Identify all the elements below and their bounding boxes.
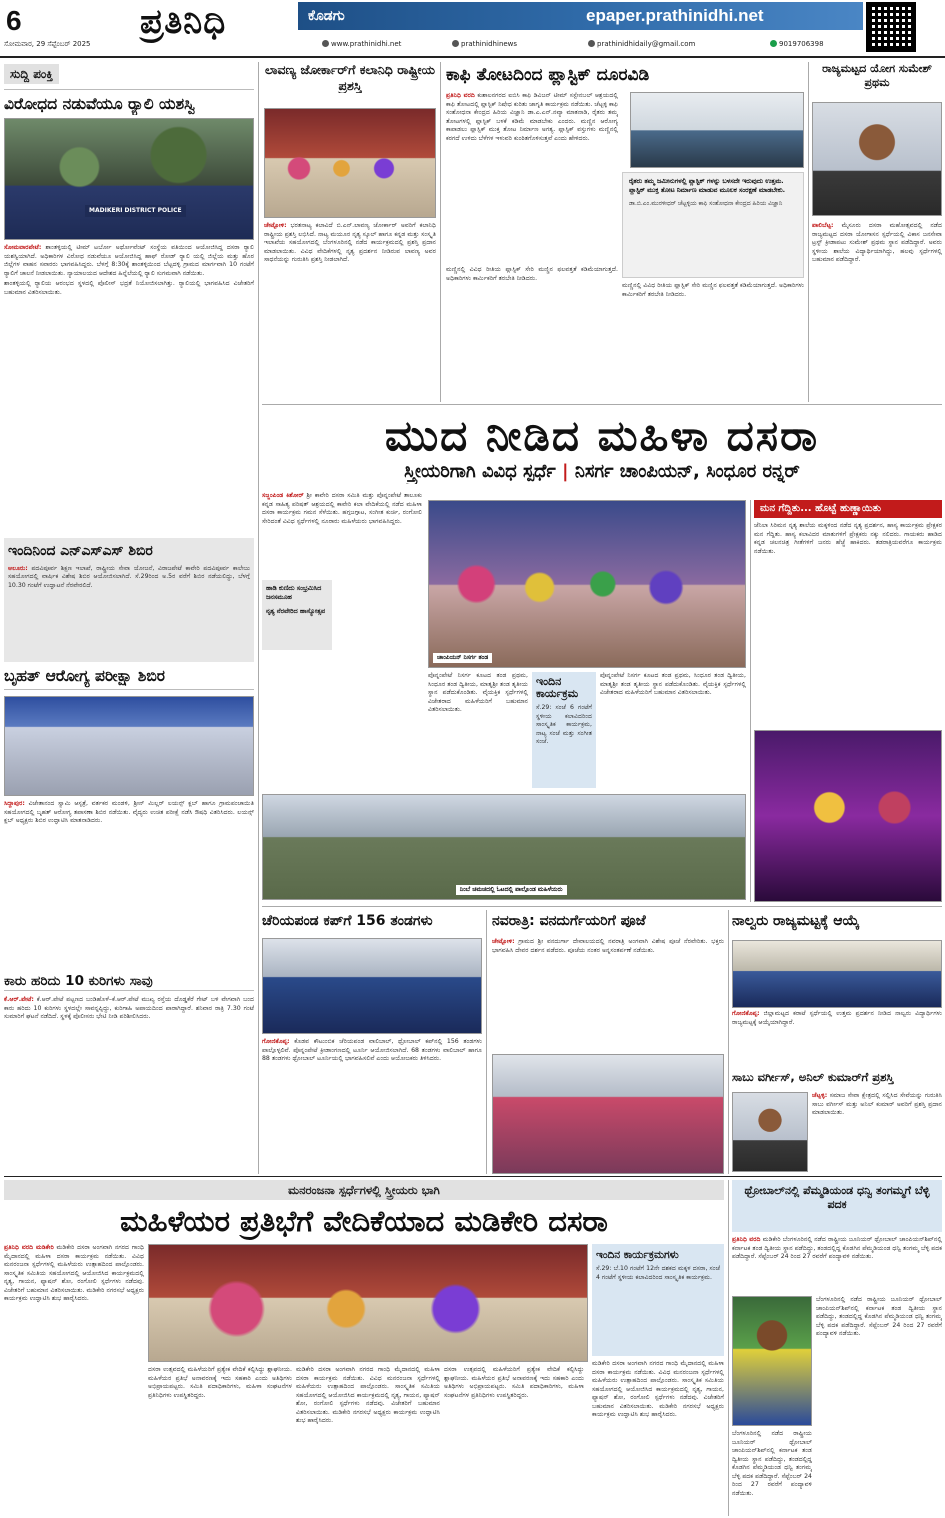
kabaddi-article: ಗೋಣಿಕೊಪ್ಪ: ಕೊಡವ ಕೌಟುಂಬಿಕ ಚೆರಿಯಪಂಡ ವಾಲಿಬಾಲ್, ಥ್ರೋಬಾಲ್ ಕಪ್‌ನಲ್ಲಿ 156 ತಂಡಗಳು ಪಾಲ್ಗೊಳ್ಳಲಿವೆ. ಪೊನ್ನಂಪೇಟೆ ಕ್ರೀಡಾಂಗಣದಲ್ಲಿ ಟೂರ್ನಿ ಆಯೋಜಿಸಲಾಗಿದೆ. 68 ತಂಡಗಳು ವಾಲಿಬಾಲ್ ಹಾಗೂ 88 ತಂಡಗಳು ಥ್ರೋಬಾಲ್ ಟೂರ್ನಿಯಲ್ಲಿ ಭಾಗವಹಿಸಲಿವೆ ಎಂದು ಆಯೋಜಕರು ತಿಳಿಸಿದರು. — [262, 1038, 482, 1063]
throwball-article: ಪ್ರತಿನಿಧಿ ವರದಿ ಮಡಿಕೇರಿ ಬೆಂಗಳೂರಿನಲ್ಲಿ ನಡೆದ ರಾಷ್ಟ್ರೀಯ ಜೂನಿಯರ್ ಥ್ರೋಬಾಲ್ ಚಾಂಪಿಯನ್‌ಶಿಪ್‌ನಲ್ಲಿ ಕರ್ನಾಟಕ ತಂಡ ದ್ವಿತೀಯ ಸ್ಥಾನ ಪಡೆದಿದ್ದು, ತಂಡದಲ್ಲಿದ್ದ ಕೊಡಗಿನ ಪೆಮ್ಮಡಿಯಂಡ ಧನ್ವಿ ತಂಗಮ್ಮ ಬೆಳ್ಳಿ ಪದಕ ಪಡೆದಿದ್ದಾರೆ. ಸೆಪ್ಟೆಂಬರ್ 24 ರಿಂದ 27 ರವರೆಗೆ ಪಂದ್ಯಾವಳಿ ನಡೆಯಿತು. — [732, 1236, 942, 1261]
bottom-today-title: ಇಂದಿನ ಕಾರ್ಯಕ್ರಮಗಳು — [596, 1249, 679, 1261]
bottom-article: ಪ್ರತಿನಿಧಿ ವರದಿ ಮಡಿಕೇರಿ ಮಡಿಕೇರಿ ದಸರಾ ಅಂಗವಾಗಿ ನಗರದ ಗಾಂಧಿ ಮೈದಾನದಲ್ಲಿ ಮಹಿಳಾ ದಸರಾ ಕಾರ್ಯಕ್ರಮ ನಡೆಯಿತು. ವಿವಿಧ ಮನರಂಜನಾ ಸ್ಪರ್ಧೆಗಳಲ್ಲಿ ಮಹಿಳೆಯರು ಉತ್ಸಾಹದಿಂದ ಪಾಲ್ಗೊಂಡರು. ಸಾಂಸ್ಕೃತಿಕ ಸಮಿತಿಯ ಸಹಯೋಗದಲ್ಲಿ ಆಯೋಜಿಸಿದ ಕಾರ್ಯಕ್ರಮದಲ್ಲಿ ನೃತ್ಯ, ಗಾಯನ, ಫ್ಯಾಷನ್ ಶೋ, ರಂಗೋಲಿ ಸ್ಪರ್ಧೆಗಳು ನಡೆದವು. ವಿಜೇತರಿಗೆ ಬಹುಮಾನ ವಿತರಿಸಲಾಯಿತು. ಮಡಿಕೇರಿ ನಗರಸಭೆ ಅಧ್ಯಕ್ಷರು ಕಾರ್ಯಕ್ರಮ ಉದ್ಘಾಟಿಸಿ ಶುಭ ಹಾರೈಸಿದರು. — [4, 1244, 144, 1303]
brand-logo: ಪ್ರತಿನಿಧಿ — [140, 2, 227, 42]
award-headline: ಲಾವಣ್ಯ ಜೋರ್ಕಾರ್‌ಗೆ ಕಲಾನಿಧಿ ರಾಷ್ಟ್ರೀಯ ಪ್ರಶಸ್ತಿ — [264, 62, 436, 93]
whatsapp-icon — [770, 40, 777, 47]
puja-photo — [492, 1054, 724, 1174]
mail-icon — [588, 40, 595, 47]
column-rule — [808, 62, 809, 402]
race-caption: ನಿಂಬೆ ಚಮಚದಲ್ಲಿ ಓಟದಲ್ಲಿ ಪಾಲ್ಗೊಂಡ ಮಹಿಳೆಯರು — [456, 885, 567, 895]
award-article: ಚೇಟ್ಟೋಳಿ: ಭರತನಾಟ್ಯ ಕಲಾವಿದೆ ಬಿ.ಎನ್.ಲಾವಣ್ಯ ಜೋರ್ಕಾರ್ ಅವರಿಗೆ ಕಲಾನಿಧಿ ರಾಷ್ಟ್ರೀಯ ಪ್ರಶಸ್ತಿ ಲಭಿಸಿದೆ. ನಾಟ್ಯ ಮಯೂರ ನೃತ್ಯ ಸ್ಕೂಲ್ ಹಾಗೂ ಕನ್ನಡ ಮತ್ತು ಸಂಸ್ಕೃತಿ ಇಲಾಖೆಯ ಸಹಯೋಗದಲ್ಲಿ ಬೆಂಗಳೂರಿನಲ್ಲಿ ನಡೆದ ಕಾರ್ಯಕ್ರಮದಲ್ಲಿ ಪ್ರಶಸ್ತಿ ಪ್ರದಾನ ಮಾಡಲಾಯಿತು. ವಿವಿಧ ವೇದಿಕೆಗಳಲ್ಲಿ ನೃತ್ಯ ಪ್ರದರ್ಶನ ನೀಡಿರುವ ಲಾವಣ್ಯ ಅವರ ಸಾಧನೆಯನ್ನು ಗುರುತಿಸಿ ಪ್ರಶಸ್ತಿ ನೀಡಲಾಗಿದೆ. — [264, 222, 436, 264]
women-dasara-banner: ಮುದ ನೀಡಿದ ಮಹಿಳಾ ದಸರಾ — [384, 411, 820, 460]
section-rule — [262, 906, 942, 907]
column-rule — [750, 500, 751, 902]
bottom-kicker: ಮನರಂಜನಾ ಸ್ಪರ್ಧೆಗಳಲ್ಲಿ ಸ್ತ್ರೀಯರು ಭಾಗಿ — [4, 1180, 724, 1200]
throwball-article-3: ಬೆಂಗಳೂರಿನಲ್ಲಿ ನಡೆದ ರಾಷ್ಟ್ರೀಯ ಜೂನಿಯರ್ ಥ್ರೋಬಾಲ್ ಚಾಂಪಿಯನ್‌ಶಿಪ್‌ನಲ್ಲಿ ಕರ್ನಾಟಕ ತಂಡ ದ್ವಿತೀಯ ಸ್ಥಾನ ಪಡೆದಿದ್ದು, ತಂಡದಲ್ಲಿದ್ದ ಕೊಡಗಿನ ಪೆಮ್ಮಡಿಯಂಡ ಧನ್ವಿ ತಂಗಮ್ಮ ಬೆಳ್ಳಿ ಪದಕ ಪಡೆದಿದ್ದಾರೆ. ಸೆಪ್ಟೆಂಬರ್ 24 ರಿಂದ 27 ರವರೆಗೆ ಪಂದ್ಯಾವಳಿ ನಡೆಯಿತು. — [732, 1430, 812, 1497]
quote-box — [622, 172, 804, 278]
rally-photo — [4, 118, 254, 240]
karate-headline: ನಾಲ್ವರು ರಾಜ್ಯಮಟ್ಟಕ್ಕೆ ಆಯ್ಕೆ — [732, 913, 860, 929]
yoga-headline: ರಾಜ್ಯಮಟ್ಟದ ಯೋಗ ಸುಮೇಶ್ ಪ್ರಥಮ — [822, 62, 932, 90]
website-link[interactable]: www.prathinidhi.net — [322, 40, 401, 49]
comedy-article: ಜೆನಿಲಾ ಸಿರಿಮನ ನೃತ್ಯ ಶಾಲೆಯ ಮಕ್ಕಳಿಂದ ನಡೆದ ನೃತ್ಯ ಪ್ರದರ್ಶನ, ಹಾಸ್ಯ ಕಾರ್ಯಕ್ರಮ ಪ್ರೇಕ್ಷಕರ ಮನ ಗೆದ್ದಿತು. ಹಾಸ್ಯ ಕಲಾವಿದರ ಮಾತುಗಳಿಗೆ ಪ್ರೇಕ್ಷಕರು ನಕ್ಕು ನಲಿದರು. ಗಾಯಕರು ಹಾಡಿದ ಕನ್ನಡ ಚಲನಚಿತ್ರ ಗೀತೆಗಳಿಗೆ ಜನರು ಹೆಜ್ಜೆ ಹಾಕಿದರು. ತಡರಾತ್ರಿಯವರೆಗೂ ಕಾರ್ಯಕ್ರಮ ನಡೆಯಿತು. — [754, 522, 942, 555]
champion-caption: ಚಾಂಪಿಯನ್ ನಿಸರ್ಗ ತಂಡ — [433, 653, 492, 663]
nss-box: ಇಂದಿನಿಂದ ಎನ್‌ಎಸ್‌ಎಸ್ ಶಿಬಿರ ಆಲೂರು: ಪದವಿಪೂರ್ವ ಶಿಕ್ಷಣ ಇಲಾಖೆ, ರಾಷ್ಟ್ರೀಯ ಸೇವಾ ಯೋಜನೆ, ವಿರಾಜಪೇಟೆ ಕಾವೇರಿ ಪದವಿಪೂರ್ವ ಕಾಲೇಜು ಸಹಯೋಗದಲ್ಲಿ ವಾರ್ಷಿಕ ವಿಶೇಷ ಶಿಬಿರ ಆಯೋಜಿಸಲಾಗಿದೆ. ಸೆ.29ರಿಂದ ಅ.5ರ ವರೆಗೆ ಶಿಬಿರ ನಡೆಯಲಿದ್ದು, ಬೆಳಗ್ಗೆ 10.30 ಗಂಟೆಗೆ ಉದ್ಘಾಟನೆ ನೆರವೇರಲಿದೆ. — [4, 538, 254, 662]
singer-photo — [754, 730, 942, 902]
puja-article: ಚೇಟ್ಟೋಳಿ: ಗ್ರಾಮದ ಶ್ರೀ ವನದುರ್ಗಾ ದೇವಾಲಯದಲ್ಲಿ ನವರಾತ್ರಿ ಅಂಗವಾಗಿ ವಿಶೇಷ ಪೂಜೆ ನೆರವೇರಿತು. ಭಕ್ತರು ಭಾಗವಹಿಸಿ ದೇವರ ದರ್ಶನ ಪಡೆದರು. ಪೂಜೆಯ ನಂತರ ಅನ್ನಸಂತರ್ಪಣೆ ನಡೆಯಿತು. — [492, 938, 724, 954]
district-label: ಕೊಡಗು — [298, 2, 578, 30]
award-photo — [264, 108, 436, 218]
bottom-article-3: ಮಡಿಕೇರಿ ದಸರಾ ಅಂಗವಾಗಿ ನಗರದ ಗಾಂಧಿ ಮೈದಾನದಲ್ಲಿ ಮಹಿಳಾ ದಸರಾ ಕಾರ್ಯಕ್ರಮ ನಡೆಯಿತು. ವಿವಿಧ ಮನರಂಜನಾ ಸ್ಪರ್ಧೆಗಳಲ್ಲಿ ಮಹಿಳೆಯರು ಉತ್ಸಾಹದಿಂದ ಪಾಲ್ಗೊಂಡರು. ಸಾಂಸ್ಕೃತಿಕ ಸಮಿತಿಯ ಸಹಯೋಗದಲ್ಲಿ ಆಯೋಜಿಸಿದ ಕಾರ್ಯಕ್ರಮದಲ್ಲಿ ನೃತ್ಯ, ಗಾಯನ, ಫ್ಯಾಷನ್ ಶೋ, ರಂಗೋಲಿ ಸ್ಪರ್ಧೆಗಳು ನಡೆದವು. ವಿಜೇತರಿಗೆ ಬಹುಮಾನ ವಿತರಿಸಲಾಯಿತು. ಮಡಿಕೇರಿ ನಗರಸಭೆ ಅಧ್ಯಕ್ಷರು ಕಾರ್ಯಕ್ರಮ ಉದ್ಘಾಟಿಸಿ ಶುಭ ಹಾರೈಸಿದರು. — [296, 1366, 440, 1425]
phone-number: 9019706398 — [770, 40, 824, 49]
plastic-article-2: ಮಣ್ಣಿನಲ್ಲಿ ವಿವಿಧ ರೀತಿಯ ಪ್ಲಾಸ್ಟಿಕ್ ಸೇರಿ ಮಣ್ಣಿನ ಫಲವತ್ತತೆ ಕಡಿಮೆಯಾಗುತ್ತದೆ. ಅಧಿಕಾರಿಗಳು ಕಾರ್ಮಿಕರಿಗೆ ತರಬೇತಿ ನೀಡಿದರು. — [446, 266, 618, 282]
rally-article: ಸೋಮವಾರಪೇಟೆ: ಶಾಂತಳ್ಳಿಯಲ್ಲಿ ಟೀಮ್ ಟರ್ಬೋ ಅರ್ಥೋವೆಂಟ್ ಸಂಸ್ಥೆಯ ವತಿಯಿಂದ ಆಯೋಜಿಸಿದ್ದ ದಸರಾ ರ‍್ಯಾಲಿ ಯಶಸ್ವಿಯಾಗಿದೆ. ಅಧಿಕಾರಿಗಳ ವಿರೋಧ ನಡುವೆಯೂ ಆಯೋಜಿಸಿದ್ದ ಹಾಫ್ ರೋಡ್ ರ‍್ಯಾಲಿ ಯಲ್ಲಿ ಜಿಲ್ಲೆಯ ಮತ್ತು ಹೊರ ಜಿಲ್ಲೆಗಳ ವಾಹನ ಸವಾರರು ಭಾಗವಹಿಸಿದ್ದರು. ಬೆಳಗ್ಗೆ 8:30ಕ್ಕೆ ಶಾಂತಳ್ಳಿಯಿಂದ ಬೆಟ್ಟದಳ್ಳಿ ಗ್ರಾಮದ ಮಾರ್ಗವಾಗಿ 10 ಗಂಟೆಗೆ ರ‍್ಯಾಲಿಗೆ ಚಾಲನೆ ನೀಡಲಾಯಿತು. ನ್ಯಾಯಾಲಯದ ಆದೇಶದ ಹಿನ್ನೆಲೆಯಲ್ಲಿ ರ‍್ಯಾಲಿ ಸುಗಮವಾಗಿ ನಡೆಯಿತು. ಶಾಂತಳ್ಳಿಯಲ್ಲಿ ರ‍್ಯಾಲಿಯ ಆರಂಭದ ಸ್ಥಳದಲ್ಲಿ ಪೊಲೀಸ್ ಭದ್ರತೆ ನಿಯೋಜಿಸಲಾಗಿತ್ತು. ರ‍್ಯಾಲಿಯಲ್ಲಿ ಭಾಗವಹಿಸಿದ ವಿಜೇತರಿಗೆ ಬಹುಮಾನ ವಿತರಿಸಲಾಯಿತು. — [4, 244, 254, 296]
plastic-photo — [630, 92, 804, 168]
social-handle[interactable]: prathinidhinews — [452, 40, 517, 49]
lemon-spoon-race-photo — [262, 794, 746, 900]
quote-text: ರೈತರು ತಮ್ಮ ಜಮೀನುಗಳಲ್ಲಿ ಪ್ಲಾಸ್ಟಿಕ್ ಗಳನ್ನು ಬಳಸದೇ ಇರುವುದು ಉತ್ತಮ. ಪ್ಲಾಸ್ಟಿಕ್ ಮುಕ್ತ ತೋಟ ನಿರ್ಮಾಣ ಮಾಡುವ ಮೂಲಕ ಸಂರಕ್ಷಣೆ ಮಾಡಬೇಕು. — [629, 177, 786, 195]
section-tag-row — [4, 62, 254, 90]
police-sign: MADIKERI DISTRICT POLICE — [85, 205, 186, 217]
kabaddi-photo — [262, 938, 482, 1034]
throwball-head-box — [732, 1180, 942, 1232]
sheep-article: ಕೆ.ಆರ್.ಪೇಟೆ: ಕೆ.ಆರ್.ಪೇಟೆ ಪಟ್ಟಣದ ಬಂಡಿಹೊಳೆ–ಕೆ.ಆರ್.ಪೇಟೆ ಮುಖ್ಯ ರಸ್ತೆಯ ದೊಡ್ಡಕೆರೆ ಗೇಟ್ ಬಳಿ ವೇಗವಾಗಿ ಬಂದ ಕಾರು ಹರಿದು 10 ಕುರಿಗಳು ಸ್ಥಳದಲ್ಲೇ ಸಾವನ್ನಪ್ಪಿದ್ದು, ಕುರಿಗಾಹಿ ಅಪಾಯದಿಂದ ಪಾರಾಗಿದ್ದಾರೆ. ಶನಿವಾರ ರಾತ್ರಿ 7.30 ಗಂಟೆ ಸುಮಾರಿಗೆ ಘಟನೆ ನಡೆದಿದೆ. ಸ್ಥಳಕ್ಕೆ ಪೊಲೀಸರು ಭೇಟಿ ನೀಡಿ ಪರಿಶೀಲಿಸಿದರು. — [4, 996, 254, 1021]
comedy-tag: ಮನ ಗೆದ್ದಿತು... ಹೊಟ್ಟೆ ಹುಣ್ಣಾಯಿತು — [754, 500, 942, 518]
bottom-today-body: ಸೆ.29: ಬೆ.10 ಗಂಟೆಗೆ 12ನೇ ದಶಕದ ಮಕ್ಕಳ ದಸರಾ, ಸಂಜೆ 4 ಗಂಟೆಗೆ ಸ್ಥಳೀಯ ಕಲಾವಿದರಿಂದ ಸಾಂಸ್ಕೃತಿಕ ಕಾರ್ಯಕ್ರಮ. — [596, 1265, 720, 1281]
column-rule — [728, 1180, 729, 1516]
health-article: ಸಿದ್ದಾಪುರ: ವಿಜೇತಾನಂದ ಸ್ವಾಮಿ ಆಸ್ಪತ್ರೆ, ವರ್ತಕರ ಮಂಡಳಿ, ಶ್ರೀನ್ ಮಿಲ್ಲರ್ ಲಯನ್ಸ್ ಕ್ಲಬ್ ಹಾಗೂ ಗ್ರಾಮಪಂಚಾಯಿತಿ ಸಹಯೋಗದಲ್ಲಿ ಬೃಹತ್ ಆರೋಗ್ಯ ತಪಾಸಣಾ ಶಿಬಿರ ನಡೆಯಿತು. ವೈದ್ಯರು ಉಚಿತ ಪರೀಕ್ಷೆ ನಡೆಸಿ ಔಷಧಿ ವಿತರಿಸಿದರು. ಲಯನ್ಸ್ ಕ್ಲಬ್ ಅಧ್ಯಕ್ಷರು ಶಿಬಿರ ಉದ್ಘಾಟಿಸಿ ಮಾತನಾಡಿದರು. — [4, 800, 254, 825]
quote-author: ಡಾ.ಬಿ.ಎಂ.ಮುರಳೀಧರ್ ಚೆಟ್ಟಳ್ಳಿಯ ಕಾಫಿ ಸಂಶೋಧನಾ ಕೇಂದ್ರದ ಹಿರಿಯ ವಿಜ್ಞಾನಿ — [629, 199, 783, 207]
issue-date: ಸೋಮವಾರ, 29 ಸೆಪ್ಟೆಂಬರ್ 2025 — [4, 40, 91, 48]
today-program-box — [532, 672, 596, 788]
masthead — [0, 0, 945, 58]
plastic-headline: ಕಾಫಿ ತೋಟದಿಂದ ಪ್ಲಾಸ್ಟಿಕ್ ದೂರವಿಡಿ — [446, 65, 650, 85]
health-photo — [4, 696, 254, 796]
nss-headline: ಇಂದಿನಿಂದ ಎನ್‌ಎಸ್‌ಎಸ್ ಶಿಬಿರ — [8, 543, 153, 559]
section-rule — [262, 404, 942, 405]
karate-article: ಗೋಣಿಕೊಪ್ಪ: ಜಿಲ್ಲಾಮಟ್ಟದ ಕರಾಟೆ ಸ್ಪರ್ಧೆಯಲ್ಲಿ ಉತ್ತಮ ಪ್ರದರ್ಶನ ನೀಡಿದ ನಾಲ್ವರು ವಿದ್ಯಾರ್ಥಿಗಳು ರಾಜ್ಯಮಟ್ಟಕ್ಕೆ ಆಯ್ಕೆಯಾಗಿದ್ದಾರೆ. — [732, 1010, 942, 1026]
plastic-article-3: ಮಣ್ಣಿನಲ್ಲಿ ವಿವಿಧ ರೀತಿಯ ಪ್ಲಾಸ್ಟಿಕ್ ಸೇರಿ ಮಣ್ಣಿನ ಫಲವತ್ತತೆ ಕಡಿಮೆಯಾಗುತ್ತದೆ. ಅಧಿಕಾರಿಗಳು ಕಾರ್ಮಿಕರಿಗೆ ತರಬೇತಿ ನೀಡಿದರು. — [622, 282, 804, 298]
results-article: ಪೊನ್ನಂಪೇಟೆ ನಿಸರ್ಗ ಕೂಟದ ತಂಡ ಪ್ರಥಮ, ಸಿಂಧೂರ ತಂಡ ದ್ವಿತೀಯ, ಮಾತೃಶ್ರೀ ತಂಡ ತೃತೀಯ ಸ್ಥಾನ ಪಡೆದುಕೊಂಡಿತು. ವೈಯಕ್ತಿಕ ಸ್ಪರ್ಧೆಗಳಲ್ಲಿ ವಿಜೇತರಾದ ಮಹಿಳೆಯರಿಗೆ ಬಹುಮಾನ ವಿತರಿಸಲಾಯಿತು. — [600, 672, 746, 697]
page-number: 6 — [6, 5, 22, 36]
women-dasara-article: ಸಜ್ಜಂಪಿಂಡ ಕಿಶೋರ್ ಶ್ರೀ ಕಾವೇರಿ ದಸರಾ ಸಮಿತಿ ಮತ್ತು ಪೊನ್ನಂಪೇಟೆ ತಾಲೂಕು ಕನ್ನಡ ಸಾಹಿತ್ಯ ಪರಿಷತ್ ಆಶ್ರಯದಲ್ಲಿ ಕಾವೇರಿ ಕಲಾ ವೇದಿಕೆಯಲ್ಲಿ ನಡೆದ ಮಹಿಳಾ ದಸರಾ ಕಾರ್ಯಕ್ರಮ ಗಮನ ಸೆಳೆಯಿತು. ಹಗ್ಗಜಗ್ಗಾಟ, ಸಂಗೀತ ಕುರ್ಚಿ, ರಂಗೋಲಿ ಸೇರಿದಂತೆ ವಿವಿಧ ಸ್ಪರ್ಧೆಗಳಲ್ಲಿ ನೂರಾರು ಮಹಿಳೆಯರು ಭಾಗವಹಿಸಿದ್ದರು. — [262, 492, 422, 525]
bottom-article-4: ದಸರಾ ಉತ್ಸವದಲ್ಲಿ ಮಹಿಳೆಯರಿಗೆ ಪ್ರತ್ಯೇಕ ವೇದಿಕೆ ಕಲ್ಪಿಸಿದ್ದು ಶ್ಲಾಘನೀಯ. ಮಹಿಳೆಯರ ಪ್ರತಿಭೆ ಅನಾವರಣಕ್ಕೆ ಇದು ಸಹಕಾರಿ ಎಂದು ಅತಿಥಿಗಳು ಅಭಿಪ್ರಾಯಪಟ್ಟರು. ಸಮಿತಿ ಪದಾಧಿಕಾರಿಗಳು, ಮಹಿಳಾ ಸಂಘಟನೆಗಳ ಪ್ರತಿನಿಧಿಗಳು ಉಪಸ್ಥಿತರಿದ್ದರು. — [444, 1366, 584, 1399]
throwball-athlete-photo — [732, 1296, 812, 1426]
social-icon — [452, 40, 459, 47]
health-headline: ಬೃಹತ್ ಆರೋಗ್ಯ ಪರೀಕ್ಷಾ ಶಿಬಿರ — [4, 666, 254, 690]
yoga-photo — [812, 102, 942, 216]
email-link[interactable]: prathinidhidaily@gmail.com — [588, 40, 695, 49]
column-rule — [258, 62, 259, 1174]
yoga-article: ಪಾಲಿಬೆಟ್ಟ: ಮೈಸೂರು ದಸರಾ ಮಹೋತ್ಸವದಲ್ಲಿ ನಡೆದ ರಾಜ್ಯಮಟ್ಟದ ದಸರಾ ಯೋಗಾಸನ ಸ್ಪರ್ಧೆಯಲ್ಲಿ ವಿಕಾಸ ಜನಸೇವಾ ಟ್ರಸ್ಟ್ ಕ್ರೀಡಾಪಟು ಸುಮೇಶ್ ಪ್ರಥಮ ಸ್ಥಾನ ಪಡೆದಿದ್ದಾರೆ. ಅವರು ಸ್ಥಳೀಯ ಶಾಲೆಯ ವಿದ್ಯಾರ್ಥಿಯಾಗಿದ್ದು, ಹಲವು ಸ್ಪರ್ಧೆಗಳಲ್ಲಿ ಬಹುಮಾನ ಪಡೆದಿದ್ದಾರೆ. — [812, 222, 942, 264]
puja-headline: ನವರಾತ್ರಿ: ವನದುರ್ಗೆಯರಿಗೆ ಪೂಜೆ — [492, 913, 646, 929]
bottom-article-2: ದಸರಾ ಉತ್ಸವದಲ್ಲಿ ಮಹಿಳೆಯರಿಗೆ ಪ್ರತ್ಯೇಕ ವೇದಿಕೆ ಕಲ್ಪಿಸಿದ್ದು ಶ್ಲಾಘನೀಯ. ಮಹಿಳೆಯರ ಪ್ರತಿಭೆ ಅನಾವರಣಕ್ಕೆ ಇದು ಸಹಕಾರಿ ಎಂದು ಅತಿಥಿಗಳು ಅಭಿಪ್ರಾಯಪಟ್ಟರು. ಸಮಿತಿ ಪದಾಧಿಕಾರಿಗಳು, ಮಹಿಳಾ ಸಂಘಟನೆಗಳ ಪ್ರತಿನಿಧಿಗಳು ಉಪಸ್ಥಿತರಿದ್ದರು. — [148, 1366, 292, 1399]
bottom-today-box — [592, 1244, 724, 1356]
today-program-title: ಇಂದಿನ ಕಾರ್ಯಕ್ರಮ — [536, 675, 579, 701]
today-program-body: ಸೆ.29: ಸಂಜೆ 6 ಗಂಟೆಗೆ ಸ್ಥಳೀಯ ಕಲಾವಿದರಿಂದ ಸಾಂಸ್ಕೃತಿಕ ಕಾರ್ಯಕ್ರಮ, ನಾಟ್ಯ ಸಂಜೆ ಮತ್ತು ಸಂಗೀತ ಸಂಜೆ. — [536, 704, 592, 746]
karate-photo — [732, 940, 942, 1008]
column-rule — [728, 910, 729, 1174]
bottom-article-5: ಮಡಿಕೇರಿ ದಸರಾ ಅಂಗವಾಗಿ ನಗರದ ಗಾಂಧಿ ಮೈದಾನದಲ್ಲಿ ಮಹಿಳಾ ದಸರಾ ಕಾರ್ಯಕ್ರಮ ನಡೆಯಿತು. ವಿವಿಧ ಮನರಂಜನಾ ಸ್ಪರ್ಧೆಗಳಲ್ಲಿ ಮಹಿಳೆಯರು ಉತ್ಸಾಹದಿಂದ ಪಾಲ್ಗೊಂಡರು. ಸಾಂಸ್ಕೃತಿಕ ಸಮಿತಿಯ ಸಹಯೋಗದಲ್ಲಿ ಆಯೋಜಿಸಿದ ಕಾರ್ಯಕ್ರಮದಲ್ಲಿ ನೃತ್ಯ, ಗಾಯನ, ಫ್ಯಾಷನ್ ಶೋ, ರಂಗೋಲಿ ಸ್ಪರ್ಧೆಗಳು ನಡೆದವು. ವಿಜೇತರಿಗೆ ಬಹುಮಾನ ವಿತರಿಸಲಾಯಿತು. ಮಡಿಕೇರಿ ನಗರಸಭೆ ಅಧ್ಯಕ್ಷರು ಕಾರ್ಯಕ್ರಮ ಉದ್ಘಾಟಿಸಿ ಶುಭ ಹಾರೈಸಿದರು. — [592, 1360, 724, 1419]
qr-code-icon — [866, 2, 916, 52]
champion-team-photo — [428, 500, 746, 668]
kabaddi-headline: ಚೆರಿಯಪಂಡ ಕಪ್‌ಗೆ 156 ತಂಡಗಳು — [262, 913, 433, 929]
saabu-headline: ಸಾಬು ವರ್ಗೀಸ್, ಅನಿಲ್ ಕುಮಾರ್‌ಗೆ ಪ್ರಶಸ್ತಿ — [732, 1070, 894, 1084]
saabu-article: ಚೆಟ್ಟಳ್ಳಿ: ಸಮಾಜ ಸೇವಾ ಕ್ಷೇತ್ರದಲ್ಲಿ ಸಲ್ಲಿಸಿದ ಸೇವೆಯನ್ನು ಗುರುತಿಸಿ ಸಾಬು ವರ್ಗೀಸ್ ಮತ್ತು ಅನಿಲ್ ಕುಮಾರ್ ಅವರಿಗೆ ಪ್ರಶಸ್ತಿ ಪ್ರದಾನ ಮಾಡಲಾಯಿತು. — [812, 1092, 942, 1117]
section-rule — [4, 1176, 942, 1177]
throwball-headline: ಥ್ರೋಬಾಲ್‌ನಲ್ಲಿ ಪೆಮ್ಮಡಿಯಂಡ ಧನ್ವಿ ತಂಗಮ್ಮಗೆ ಬೆಳ್ಳಿ ಪದಕ — [744, 1184, 930, 1212]
women-dasara-subhead: ಸ್ತ್ರೀಯರಿಗಾಗಿ ವಿವಿಧ ಸ್ಪರ್ಧೆ | ನಿಸರ್ಗ ಚಾಂಪಿಯನ್, ಸಿಂಧೂರ ರನ್ನರ್ — [404, 461, 800, 482]
sheep-headline: ಕಾರು ಹರಿದು 10 ಕುರಿಗಳು ಸಾವು — [4, 972, 254, 991]
saabu-photo — [732, 1092, 808, 1172]
rally-headline: ವಿರೋಧದ ನಡುವೆಯೂ ರ‍್ಯಾಲಿ ಯಶಸ್ವಿ — [4, 95, 196, 113]
epaper-url[interactable]: epaper.prathinidhi.net — [578, 2, 863, 30]
column-rule — [440, 62, 441, 402]
side-note-box: ಹಾಡಿ ಕುಣಿದು ಸಂಭ್ರಮಿಸಿದ ಜನಸಮೂಹ ನೃತ್ಯ ನೆರವೇರಿದ ಹಾಸ್ಯೋತ್ಸವ — [262, 580, 332, 650]
throwball-article-2: ಬೆಂಗಳೂರಿನಲ್ಲಿ ನಡೆದ ರಾಷ್ಟ್ರೀಯ ಜೂನಿಯರ್ ಥ್ರೋಬಾಲ್ ಚಾಂಪಿಯನ್‌ಶಿಪ್‌ನಲ್ಲಿ ಕರ್ನಾಟಕ ತಂಡ ದ್ವಿತೀಯ ಸ್ಥಾನ ಪಡೆದಿದ್ದು, ತಂಡದಲ್ಲಿದ್ದ ಕೊಡಗಿನ ಪೆಮ್ಮಡಿಯಂಡ ಧನ್ವಿ ತಂಗಮ್ಮ ಬೆಳ್ಳಿ ಪದಕ ಪಡೆದಿದ್ದಾರೆ. ಸೆಪ್ಟೆಂಬರ್ 24 ರಿಂದ 27 ರವರೆಗೆ ಪಂದ್ಯಾವಳಿ ನಡೆಯಿತು. — [816, 1296, 942, 1338]
globe-icon — [322, 40, 329, 47]
bottom-stage-photo — [148, 1244, 588, 1362]
column-rule — [486, 910, 487, 1174]
women-dasara-article-2: ಪೊನ್ನಂಪೇಟೆ ನಿಸರ್ಗ ಕೂಟದ ತಂಡ ಪ್ರಥಮ, ಸಿಂಧೂರ ತಂಡ ದ್ವಿತೀಯ, ಮಾತೃಶ್ರೀ ತಂಡ ತೃತೀಯ ಸ್ಥಾನ ಪಡೆದುಕೊಂಡಿತು. ವೈಯಕ್ತಿಕ ಸ್ಪರ್ಧೆಗಳಲ್ಲಿ ವಿಜೇತರಾದ ಮಹಿಳೆಯರಿಗೆ ಬಹುಮಾನ ವಿತರಿಸಲಾಯಿತು. — [428, 672, 528, 714]
section-tag: ಸುದ್ದಿ ಪಂಕ್ತಿ — [4, 64, 59, 84]
plastic-article: ಪ್ರತಿನಿಧಿ ವರದಿ ಕುಶಾಲನಗರದ ಐಬಿಸಿ ಕಾಫಿ ಡಿವಿಜನ್ ಟೀಮ್ ಸಸ್ಟೇನಬಲ್ ಆಶ್ರಯದಲ್ಲಿ ಕಾಫಿ ತೋಟದಲ್ಲಿ ಪ್ಲಾಸ್ಟಿಕ್ ನಿಷೇಧ ಕುರಿತು ಜಾಗೃತಿ ಕಾರ್ಯಕ್ರಮ ನಡೆಯಿತು. ಚೆಟ್ಟಳ್ಳಿ ಕಾಫಿ ಸಂಶೋಧನಾ ಕೇಂದ್ರದ ಹಿರಿಯ ವಿಜ್ಞಾನಿ ಡಾ.ಎ.ಎನ್.ನವ್ಯಾ ಮಾತನಾಡಿ, ರೈತರು ತಮ್ಮ ತೋಟಗಳಲ್ಲಿ ಪ್ಲಾಸ್ಟಿಕ್ ಬಳಕೆ ಕಡಿಮೆ ಮಾಡಬೇಕು ಎಂದರು. ಮಣ್ಣಿನ ಆರೋಗ್ಯ ಕಾಪಾಡಲು ಪ್ಲಾಸ್ಟಿಕ್ ಮುಕ್ತ ತೋಟ ನಿರ್ಮಾಣ ಅಗತ್ಯ. ಪ್ಲಾಸ್ಟಿಕ್ ವಸ್ತುಗಳು ಮಣ್ಣಿನಲ್ಲಿ ಕರಗದೆ ಉಳಿದು ಬೆಳೆಗಳ ಇಳುವರಿ ಕುಂಠಿತಗೊಳಿಸುತ್ತವೆ ಎಂದು ಹೇಳಿದರು. — [446, 92, 618, 142]
bottom-headline: ಮಹಿಳೆಯರ ಪ್ರತಿಭೆಗೆ ವೇದಿಕೆಯಾದ ಮಡಿಕೇರಿ ದಸರಾ — [120, 1204, 608, 1238]
